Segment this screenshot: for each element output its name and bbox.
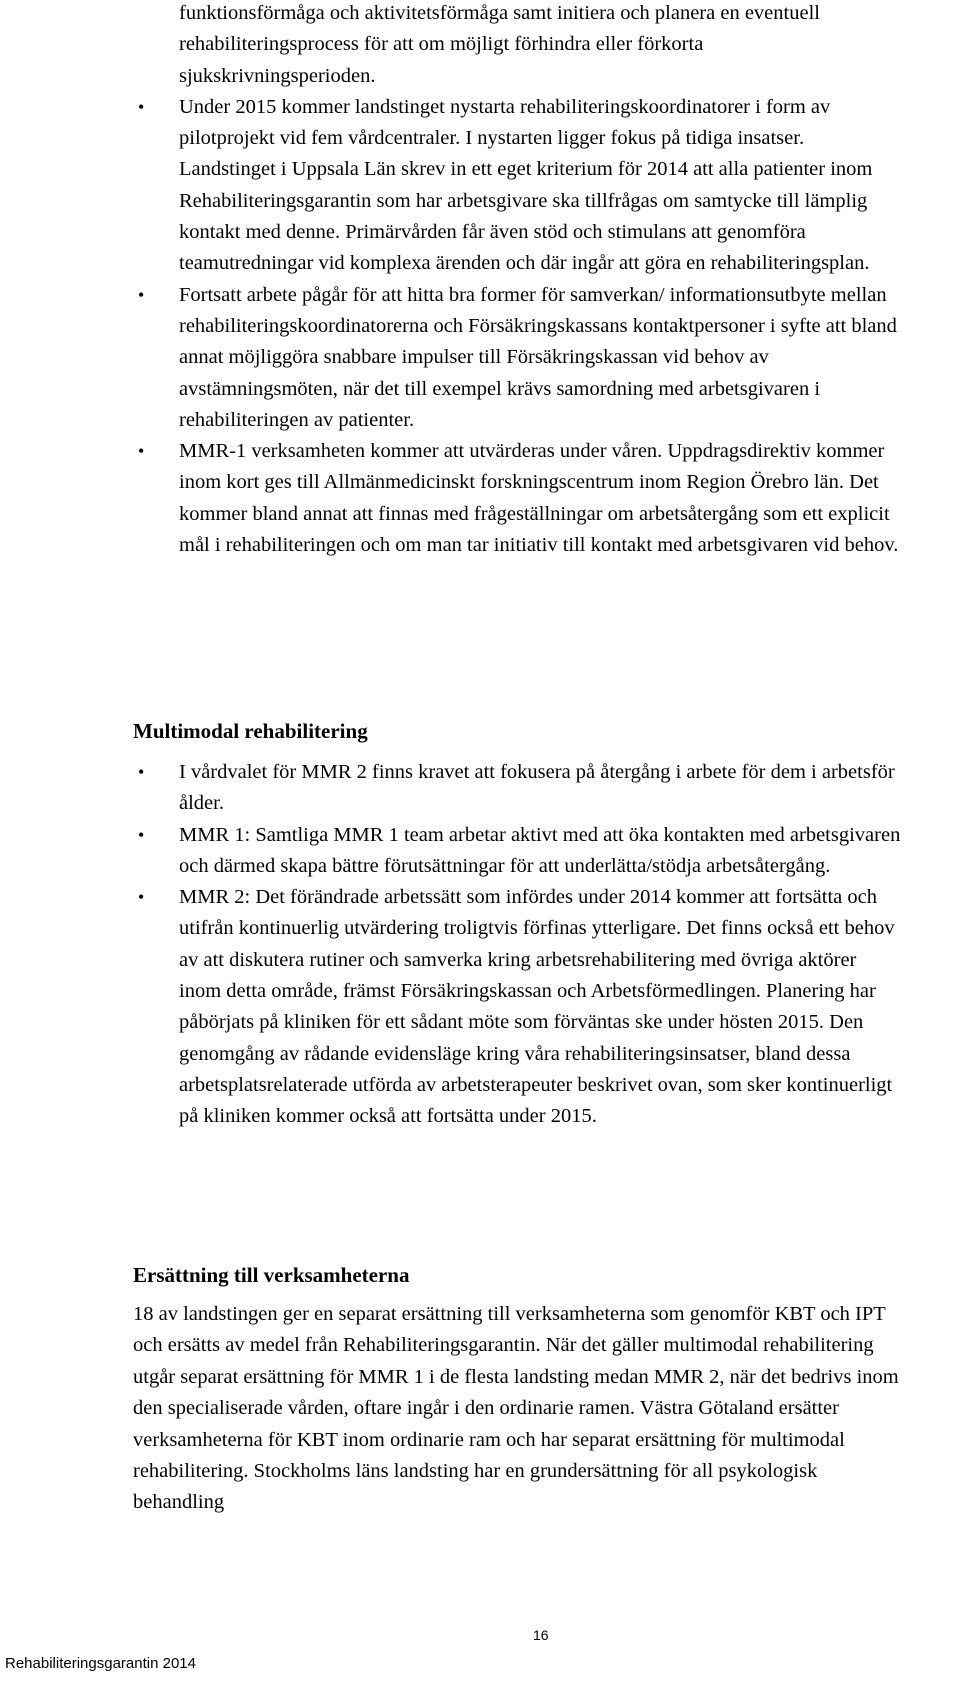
list-item	[133, 92, 903, 280]
compensation-paragraph: 18 av landstingen ger en separat ersättning till verksamheterna som genomför KBT och IPT och ersätts av medel från Rehabiliteringsgarantin. När det gäller multimodal rehabilitering utgår separat ersättning för MMR 1 i de flesta landsting medan MMR 2, när det bedrivs inom den specialiserade vården, oftare ingår i den ordinarie ramen. Västra Götaland ersätter verksamheterna för KBT inom ordinarie ram och har separat ersättning för multimodal rehabilitering. Stockholms läns landsting har en grundersättning för all psykologisk behandling	[133, 1303, 899, 1514]
list-item-text: funktionsförmåga och aktivitetsförmåga samt initiera och planera en eventuell rehabiliteringsprocess för att om möjligt förhindra eller förkorta sjukskrivningsperioden.	[179, 2, 820, 87]
list-item-text: Fortsatt arbete pågår för att hitta bra former för samverkan/ informationsutbyte mellan rehabiliteringskoordinatorerna och Försäkringskassans kontaktpersoner i syfte att bland annat möjliggöra snabbare impulser till Försäkringskassan vid behov av avstämningsmöten, när det till exempel krävs samordning med arbetsgivaren i rehabiliteringen av patienter.	[179, 283, 897, 431]
bullet-icon: •	[138, 887, 145, 908]
bullet-icon: •	[138, 762, 145, 782]
list-item-text: Under 2015 kommer landstinget nystarta rehabiliteringskoordinatorer i form av pilotprojekt vid fem vårdcentraler. I nystarten ligger fokus på tidiga insatser. Landstinget i Uppsala Län skrev in ett eget kriterium för 2014 att alla patienter inom Rehabiliteringsgarantin som har arbetsgivare ska tillfrågas om samtycke till lämplig kontakt med denne. Primärvården får även stöd och stimulans att genomföra teamutredningar vid komplexa ärenden och där ingår att göra en rehabiliteringsplan.	[179, 95, 873, 275]
section-heading-compensation: Ersättning till verksamheterna	[133, 1263, 410, 1287]
list-item-text: I vårdvalet för MMR 2 finns kravet att fokusera på återgång i arbete för dem i arbetsför ålder.	[179, 761, 895, 815]
list-item	[133, 0, 903, 92]
list-item	[133, 757, 903, 820]
list-item	[133, 280, 903, 436]
list-item	[133, 820, 903, 883]
bullet-icon: •	[138, 96, 145, 117]
top-bullet-list	[133, 0, 903, 561]
list-item	[133, 882, 903, 1132]
list-item-text: MMR-1 verksamheten kommer att utvärderas under våren. Uppdragsdirektiv kommer inom kort ges till Allmänmedicinskt forskningscentrum inom Region Örebro län. Det kommer bland annat att finnas med frågeställningar om arbetsåtergång som ett explicit mål i rehabiliteringen och om man tar initiativ till kontakt med arbetsgivaren vid behov.	[179, 440, 899, 557]
bullet-icon: •	[138, 824, 145, 845]
page-number: 16	[533, 1627, 549, 1643]
section-heading-multimodal: Multimodal rehabilitering	[133, 719, 368, 743]
bullet-icon: •	[138, 284, 145, 305]
mmr-bullet-list	[133, 757, 903, 1133]
list-item	[133, 436, 903, 561]
bullet-icon: •	[138, 441, 145, 462]
list-item-text: MMR 1: Samtliga MMR 1 team arbetar aktivt med att öka kontakten med arbetsgivaren och därmed skapa bättre förutsättningar för att underlätta/stödja arbetsåtergång.	[179, 823, 901, 877]
list-item-text: MMR 2: Det förändrade arbetssätt som infördes under 2014 kommer att fortsätta och utifrån kontinuerlig utvärdering troligtvis förfinas ytterligare. Det finns också ett behov av att diskutera rutiner och samverka kring arbetsrehabilitering med övriga aktörer inom detta område, främst Försäkringskassan och Arbetsförmedlingen. Planering har påbörjats på kliniken för ett sådant möte som förväntas ske under hösten 2015. Den genomgång av rådande evidensläge kring våra rehabiliteringsinsatser, bland dessa arbetsplatsrelaterade utförda av arbetsterapeuter beskrivet ovan, som sker kontinuerligt på kliniken kommer också att fortsätta under 2015.	[179, 886, 895, 1128]
footer-title: Rehabiliteringsgarantin 2014	[5, 1655, 196, 1672]
